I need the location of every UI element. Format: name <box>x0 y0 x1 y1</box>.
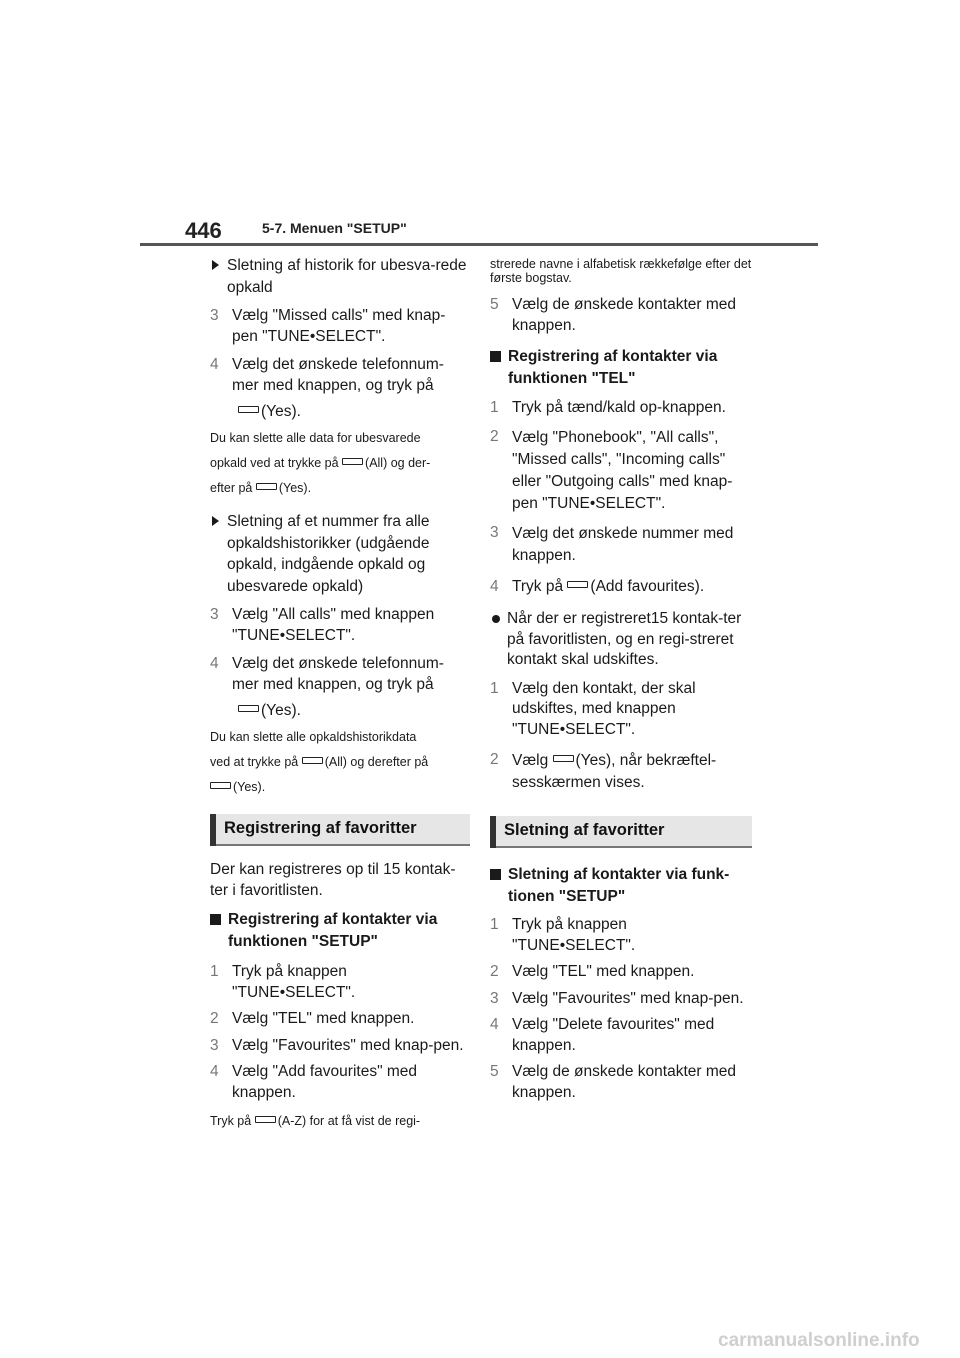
right-column <box>490 255 752 1103</box>
triangle-bullet-icon <box>212 516 219 526</box>
section-box-delete-favourites: Sletning af favoritter <box>490 816 752 848</box>
step-continuation: (Yes). <box>210 700 470 721</box>
step: 2 Vælg "Phonebook", "All calls", "Missed calls", "Incoming calls" eller "Outgoing calls" med knap-pen "TUNE•SELECT". <box>490 427 733 512</box>
step: 3 Vælg "Favourites" med knap-pen. <box>210 1036 464 1054</box>
note-continuation: strerede navne i alfabetisk rækkefølge efter det første bogstav. <box>490 257 752 285</box>
note: Tryk på (A-Z) for at få vist de regi- <box>210 1114 421 1128</box>
step: 2 Vælg (Yes), når bekræftel-sesskærmen vises. <box>490 751 717 791</box>
button-icon <box>210 782 231 789</box>
bullet-item: Når der er registreret15 kontak-ter på favoritlisten, og en regi-streret kontakt skal udskiftes. <box>490 609 752 671</box>
subheading-missed-calls: Sletning af historik for ubesva-rede opkald <box>210 255 470 298</box>
step: 2 Vælg "TEL" med knappen. <box>210 1010 415 1027</box>
step: 1 Tryk på knappen "TUNE•SELECT". <box>490 916 636 954</box>
step: 4 Vælg det ønskede telefonnum-mer med knappen, og tryk på <box>210 356 444 394</box>
footer-watermark: carmanualsonline.info <box>718 1330 920 1351</box>
step: 4 Vælg "Add favourites" med knappen. <box>210 1063 418 1101</box>
subheading-tel: Registrering af kontakter via funktionen "TEL" <box>490 346 752 390</box>
intro-text: Der kan registreres op til 15 kontak-ter i favoritlisten. <box>210 861 456 899</box>
step: 4 Vælg det ønskede telefonnum-mer med knappen, og tryk på <box>210 655 444 693</box>
dot-bullet-icon <box>492 615 500 623</box>
step: 4 Vælg "Delete favourites" med knappen. <box>490 1016 715 1054</box>
button-icon <box>238 705 259 712</box>
step: 1 Vælg den kontakt, der skal udskiftes, med knappen "TUNE•SELECT". <box>490 679 696 738</box>
button-icon <box>255 1116 276 1123</box>
step: 1 Tryk på knappen "TUNE•SELECT". <box>210 963 356 1001</box>
step: 3 Vælg "All calls" med knappen "TUNE•SELECT". <box>210 606 435 644</box>
step: 3 Vælg det ønskede nummer med knappen. <box>490 523 734 564</box>
step-continuation: (Yes). <box>210 401 470 422</box>
step: 4 Tryk på (Add favourites). <box>490 577 705 595</box>
subheading-all-calls: Sletning af et nummer fra alle opkaldshistorikker (udgående opkald, indgående opkald og ubesvarede opkald) <box>210 511 470 597</box>
section-title: 5-7. Menuen "SETUP" <box>262 220 407 236</box>
subheading-setup: Registrering af kontakter via funktionen "SETUP" <box>210 909 470 953</box>
note: Du kan slette alle data for ubesvarede opkald ved at trykke på (All) og der- efter på (Yes). <box>210 431 431 495</box>
step: 5 Vælg de ønskede kontakter med knappen. <box>490 1063 737 1101</box>
step: 5 Vælg de ønskede kontakter med knappen. <box>490 296 737 334</box>
section-box-register-favourites: Registrering af favoritter <box>210 814 470 846</box>
square-bullet-icon <box>210 914 221 925</box>
button-icon <box>553 755 574 762</box>
button-icon <box>567 581 588 588</box>
page-number: 446 <box>185 218 222 243</box>
step: 2 Vælg "TEL" med knappen. <box>490 963 695 980</box>
button-icon <box>342 458 363 465</box>
page-header <box>0 0 960 250</box>
note: Du kan slette alle opkaldshistorikdata ved at trykke på (All) og derefter på (Yes). <box>210 730 429 794</box>
square-bullet-icon <box>490 351 501 362</box>
button-icon <box>302 757 323 764</box>
button-icon <box>238 406 259 413</box>
button-icon <box>256 483 277 490</box>
header-divider <box>140 243 818 246</box>
step: 3 Vælg "Favourites" med knap-pen. <box>490 989 744 1007</box>
square-bullet-icon <box>490 869 501 880</box>
left-column <box>210 255 470 1134</box>
triangle-bullet-icon <box>212 260 219 270</box>
subheading-delete-setup: Sletning af kontakter via funk-tionen "SETUP" <box>490 864 752 908</box>
step: 1 Tryk på tænd/kald op-knappen. <box>490 399 726 416</box>
step: 3 Vælg "Missed calls" med knap-pen "TUNE•SELECT". <box>210 307 446 345</box>
